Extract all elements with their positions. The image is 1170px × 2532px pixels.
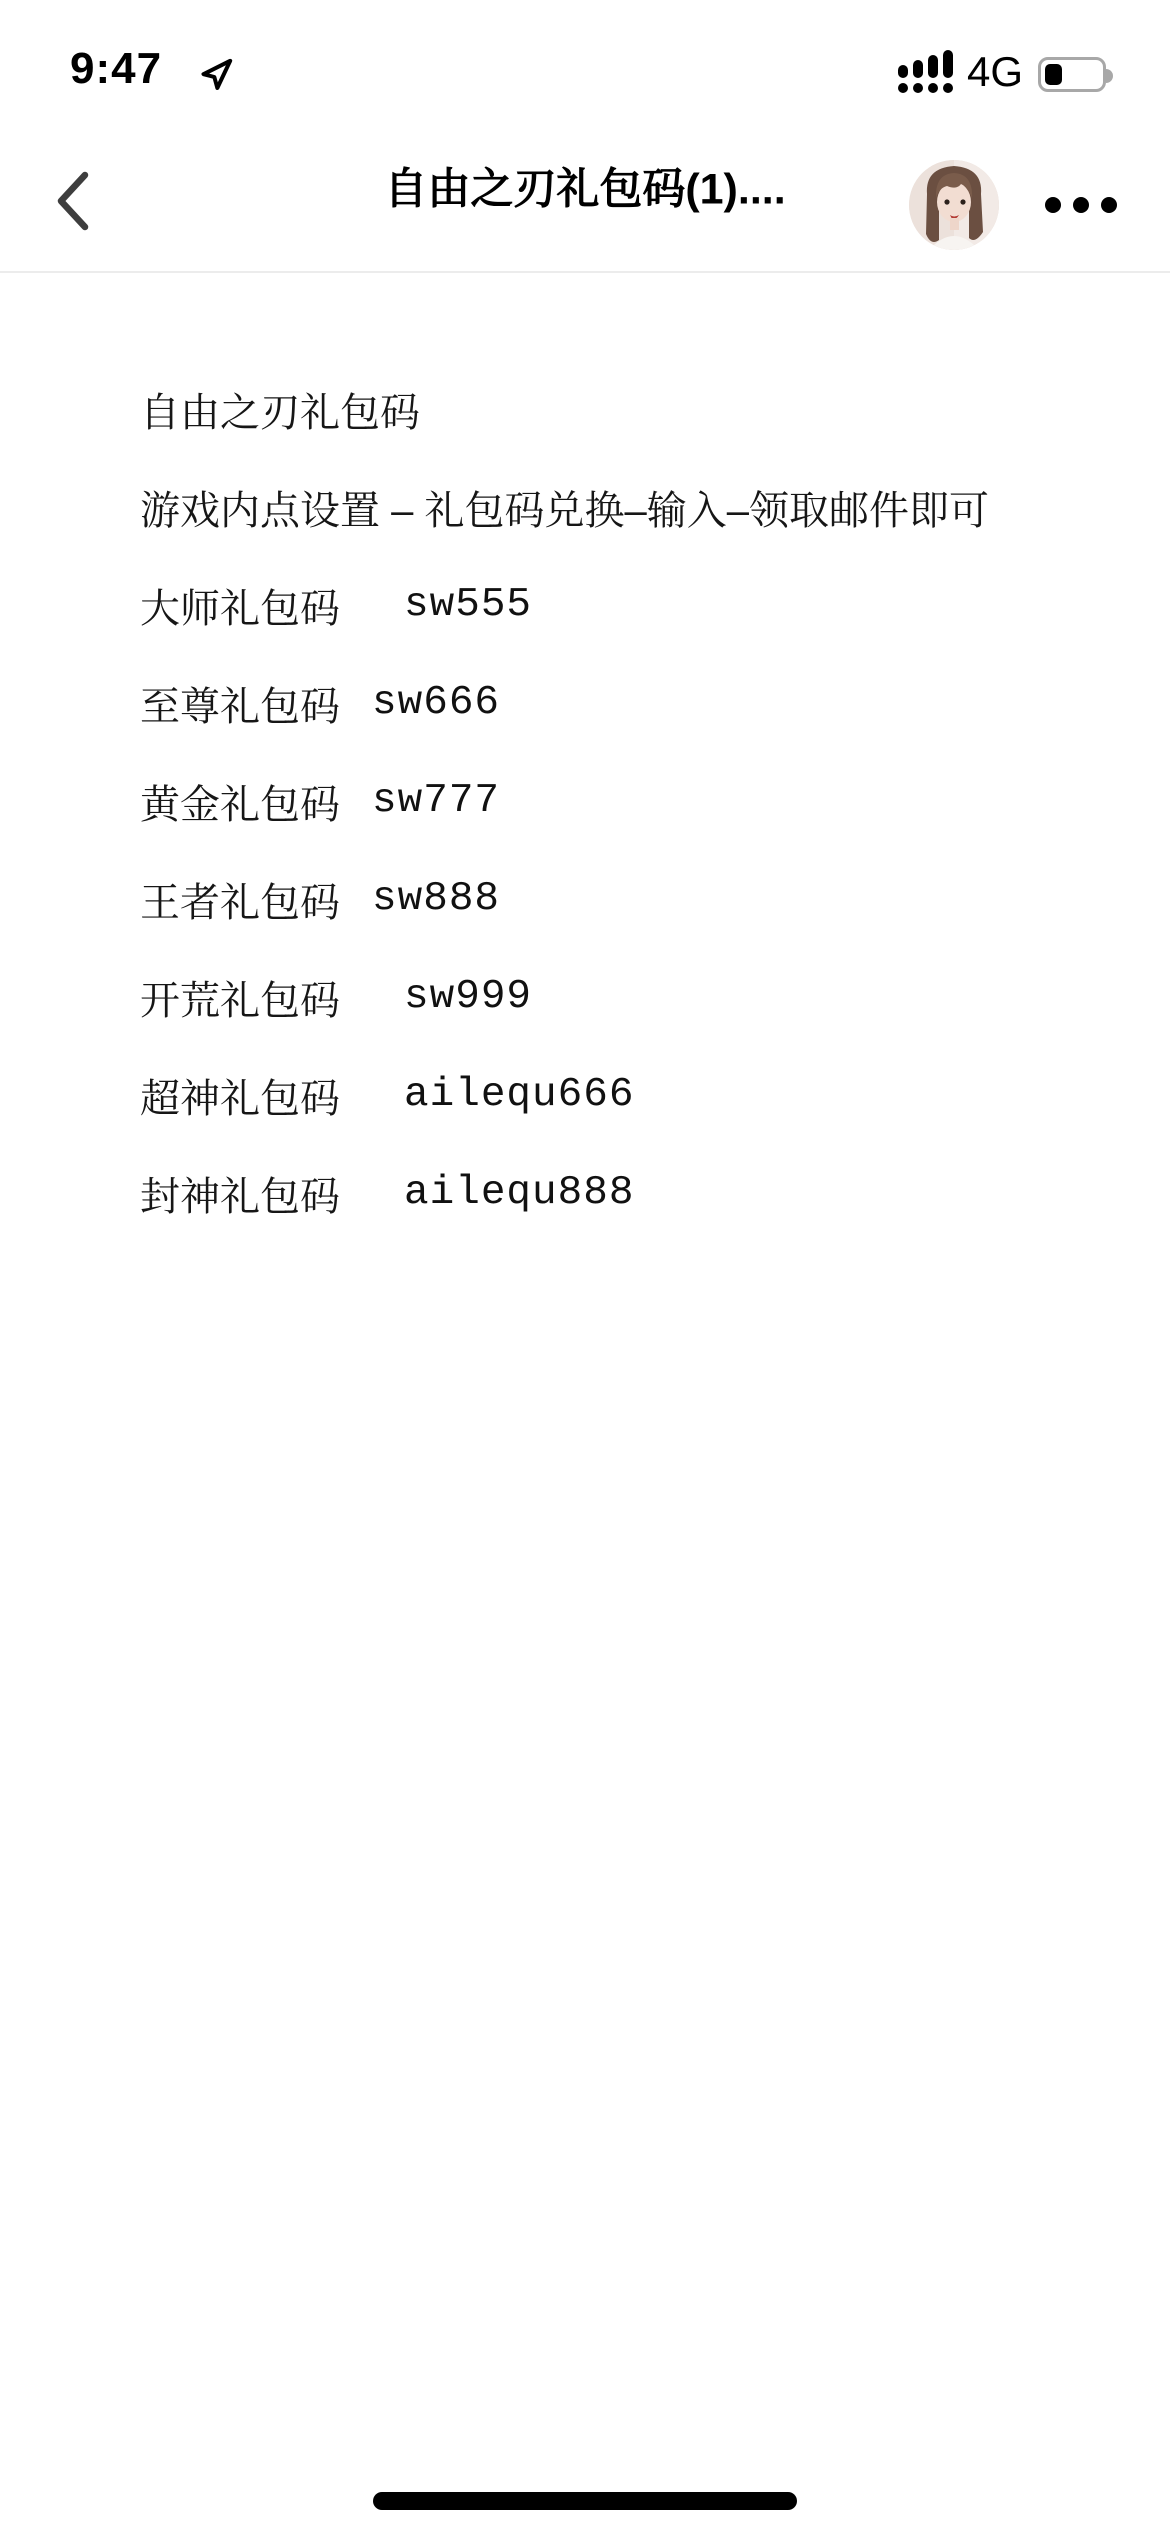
avatar[interactable] <box>909 160 999 250</box>
gift-code-spacer <box>340 975 404 1020</box>
gift-code-label: 黄金礼包码 <box>140 782 340 827</box>
signal-bar-2 <box>913 60 923 93</box>
gift-code-row <box>140 1144 1120 1242</box>
nav-bar <box>0 100 1170 273</box>
gift-code-label: 王者礼包码 <box>140 880 340 925</box>
gift-code-spacer <box>340 877 372 922</box>
battery-fill <box>1045 64 1062 85</box>
gift-code-spacer <box>340 583 404 628</box>
gift-code-value: sw777 <box>372 778 501 824</box>
gift-code-value: ailequ888 <box>404 1170 635 1216</box>
gift-code-row <box>140 1046 1120 1144</box>
gift-code-row <box>140 654 1120 752</box>
gift-code-row <box>140 948 1120 1046</box>
chevron-left-icon <box>53 170 93 232</box>
gift-code-spacer <box>340 779 372 824</box>
gift-code-label: 至尊礼包码 <box>140 684 340 729</box>
battery-icon <box>1038 57 1106 92</box>
battery-nub <box>1106 69 1113 83</box>
doc-heading: 自由之刃礼包码 <box>140 390 420 435</box>
gift-code-value: sw888 <box>372 876 501 922</box>
ellipsis-icon <box>1073 197 1089 213</box>
gift-code-spacer <box>340 1171 404 1216</box>
ellipsis-icon <box>1045 197 1061 213</box>
gift-code-row <box>140 752 1120 850</box>
gift-code-label: 超神礼包码 <box>140 1076 340 1121</box>
code-list <box>140 556 1120 1242</box>
doc-instructions: 游戏内点设置 – 礼包码兑换–输入–领取邮件即可 <box>140 488 989 533</box>
signal-bar-3 <box>928 55 938 93</box>
signal-bar-4 <box>943 50 953 93</box>
gift-code-value: sw666 <box>372 680 501 726</box>
status-bar <box>0 0 1170 100</box>
document-content <box>140 360 1120 1242</box>
gift-code-value: sw555 <box>404 582 533 628</box>
network-type-label: 4G <box>967 48 1024 95</box>
ellipsis-icon <box>1101 197 1117 213</box>
gift-code-row <box>140 850 1120 948</box>
gift-code-spacer <box>340 681 372 726</box>
avatar-portrait <box>909 160 999 250</box>
back-button[interactable] <box>38 162 108 242</box>
clock: 9:47 <box>70 44 163 93</box>
home-indicator[interactable] <box>373 2492 797 2510</box>
page-title: 自由之刃礼包码(1).... <box>384 165 786 213</box>
cellular-signal-icon <box>898 50 953 93</box>
gift-code-label: 开荒礼包码 <box>140 978 340 1023</box>
gift-code-label: 大师礼包码 <box>140 586 340 631</box>
gift-code-value: sw999 <box>404 974 533 1020</box>
more-button[interactable] <box>1026 162 1136 248</box>
gift-code-row <box>140 556 1120 654</box>
location-arrow-icon <box>196 55 236 95</box>
gift-code-label: 封神礼包码 <box>140 1174 340 1219</box>
gift-code-spacer <box>340 1073 404 1118</box>
signal-bar-1 <box>898 65 908 93</box>
gift-code-value: ailequ666 <box>404 1072 635 1118</box>
